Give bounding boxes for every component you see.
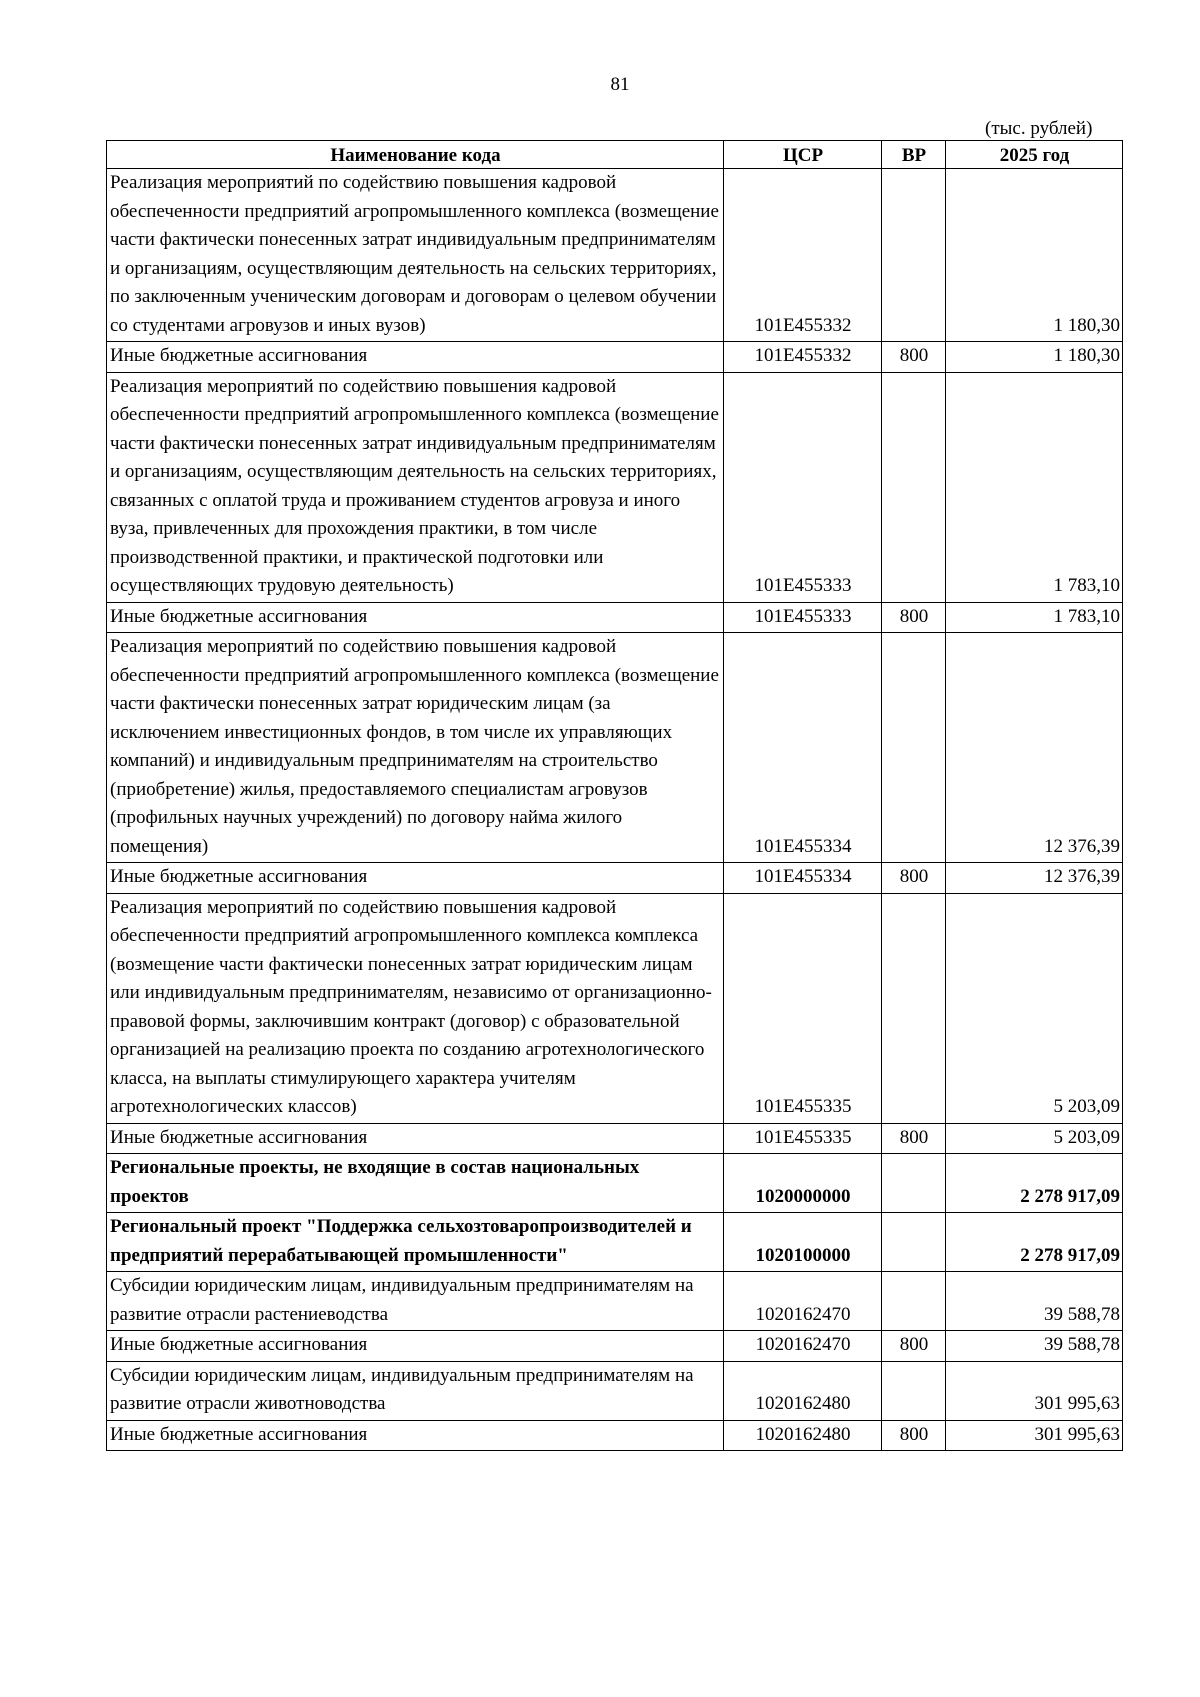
row-vr xyxy=(882,1213,946,1272)
row-csr: 1020000000 xyxy=(724,1154,882,1213)
row-amount: 5 203,09 xyxy=(946,893,1123,1123)
row-name: Иные бюджетные ассигнования xyxy=(107,602,724,633)
row-amount: 1 180,30 xyxy=(946,169,1123,342)
row-amount: 5 203,09 xyxy=(946,1123,1123,1154)
row-vr xyxy=(882,1361,946,1420)
row-name: Иные бюджетные ассигнования xyxy=(107,1331,724,1362)
row-csr: 101E455334 xyxy=(724,633,882,863)
table-row xyxy=(107,169,1123,342)
units-label: (тыс. рублей) xyxy=(985,118,1093,139)
row-amount: 301 995,63 xyxy=(946,1420,1123,1451)
row-csr: 101E455333 xyxy=(724,372,882,602)
row-amount: 2 278 917,09 xyxy=(946,1213,1123,1272)
row-amount: 39 588,78 xyxy=(946,1331,1123,1362)
row-vr: 800 xyxy=(882,863,946,894)
budget-table xyxy=(106,140,1123,1451)
row-csr: 1020162480 xyxy=(724,1420,882,1451)
table-row xyxy=(107,372,1123,602)
row-name: Реализация мероприятий по содействию повышения кадровой обеспеченности предприятий агропромышленного комплекса (возмещение части фактически понесенных затрат юридическим лицам (за исключением инвестиционных фондов, в том числе их управляющих компаний) и индивидуальным предпринимателям на строительство (приобретение) жилья, предоставляемого специалистам агровузов (профильных научных учреждений) по договору найма жилого помещения) xyxy=(107,633,724,863)
table-row xyxy=(107,1154,1123,1213)
row-name: Иные бюджетные ассигнования xyxy=(107,342,724,373)
row-amount: 12 376,39 xyxy=(946,863,1123,894)
row-amount: 2 278 917,09 xyxy=(946,1154,1123,1213)
row-name: Иные бюджетные ассигнования xyxy=(107,1123,724,1154)
table-header-row xyxy=(107,141,1123,169)
table-row xyxy=(107,893,1123,1123)
row-vr xyxy=(882,633,946,863)
row-csr: 1020162480 xyxy=(724,1361,882,1420)
row-vr xyxy=(882,372,946,602)
row-amount: 39 588,78 xyxy=(946,1272,1123,1331)
table-row xyxy=(107,342,1123,373)
row-name: Региональные проекты, не входящие в состав национальных проектов xyxy=(107,1154,724,1213)
header-csr: ЦСР xyxy=(724,141,882,169)
row-name: Иные бюджетные ассигнования xyxy=(107,1420,724,1451)
table-row xyxy=(107,1272,1123,1331)
row-vr: 800 xyxy=(882,1123,946,1154)
header-vr: ВР xyxy=(882,141,946,169)
row-csr: 101E455335 xyxy=(724,1123,882,1154)
table-row xyxy=(107,633,1123,863)
row-name: Субсидии юридическим лицам, индивидуальным предпринимателям на развитие отрасли растениеводства xyxy=(107,1272,724,1331)
table-row xyxy=(107,863,1123,894)
table-row xyxy=(107,1420,1123,1451)
row-amount: 1 783,10 xyxy=(946,602,1123,633)
row-vr: 800 xyxy=(882,602,946,633)
row-csr: 101E455332 xyxy=(724,342,882,373)
row-name: Реализация мероприятий по содействию повышения кадровой обеспеченности предприятий агропромышленного комплекса комплекса (возмещение части фактически понесенных затрат юридическим лицам или индивидуальным предпринимателям, независимо от организационно-правовой формы, заключившим контракт (договор) с образовательной организацией на реализацию проекта по созданию агротехнологического класса, на выплаты стимулирующего характера учителям агротехнологических классов) xyxy=(107,893,724,1123)
row-csr: 1020100000 xyxy=(724,1213,882,1272)
row-amount: 1 783,10 xyxy=(946,372,1123,602)
row-csr: 101E455332 xyxy=(724,169,882,342)
header-name: Наименование кода xyxy=(107,141,724,169)
row-csr: 101E455334 xyxy=(724,863,882,894)
header-year: 2025 год xyxy=(946,141,1123,169)
table-row xyxy=(107,1331,1123,1362)
table-row xyxy=(107,602,1123,633)
row-csr: 101E455335 xyxy=(724,893,882,1123)
row-vr xyxy=(882,1154,946,1213)
row-amount: 12 376,39 xyxy=(946,633,1123,863)
table-row xyxy=(107,1361,1123,1420)
row-name: Региональный проект "Поддержка сельхозтоваропроизводителей и предприятий перерабатывающей промышленности" xyxy=(107,1213,724,1272)
row-name: Реализация мероприятий по содействию повышения кадровой обеспеченности предприятий агропромышленного комплекса (возмещение части фактически понесенных затрат индивидуальным предпринимателям и организациям, осуществляющим деятельность на сельских территориях, по заключенным ученическим договорам и договорам о целевом обучении со студентами агровузов и иных вузов) xyxy=(107,169,724,342)
table-row xyxy=(107,1123,1123,1154)
row-name: Субсидии юридическим лицам, индивидуальным предпринимателям на развитие отрасли животноводства xyxy=(107,1361,724,1420)
page-number: 81 xyxy=(610,74,630,95)
row-vr: 800 xyxy=(882,342,946,373)
row-amount: 1 180,30 xyxy=(946,342,1123,373)
row-amount: 301 995,63 xyxy=(946,1361,1123,1420)
row-vr xyxy=(882,1272,946,1331)
row-csr: 1020162470 xyxy=(724,1272,882,1331)
row-csr: 101E455333 xyxy=(724,602,882,633)
row-name: Иные бюджетные ассигнования xyxy=(107,863,724,894)
row-name: Реализация мероприятий по содействию повышения кадровой обеспеченности предприятий агропромышленного комплекса (возмещение части фактически понесенных затрат индивидуальным предпринимателям и организациям, осуществляющим деятельность на сельских территориях, связанных с оплатой труда и проживанием студентов агровуза и иного вуза, привлеченных для прохождения практики, в том числе производственной практики, и практической подготовки или осуществляющих трудовую деятельность) xyxy=(107,372,724,602)
row-csr: 1020162470 xyxy=(724,1331,882,1362)
row-vr xyxy=(882,169,946,342)
row-vr: 800 xyxy=(882,1331,946,1362)
row-vr xyxy=(882,893,946,1123)
table-row xyxy=(107,1213,1123,1272)
row-vr: 800 xyxy=(882,1420,946,1451)
